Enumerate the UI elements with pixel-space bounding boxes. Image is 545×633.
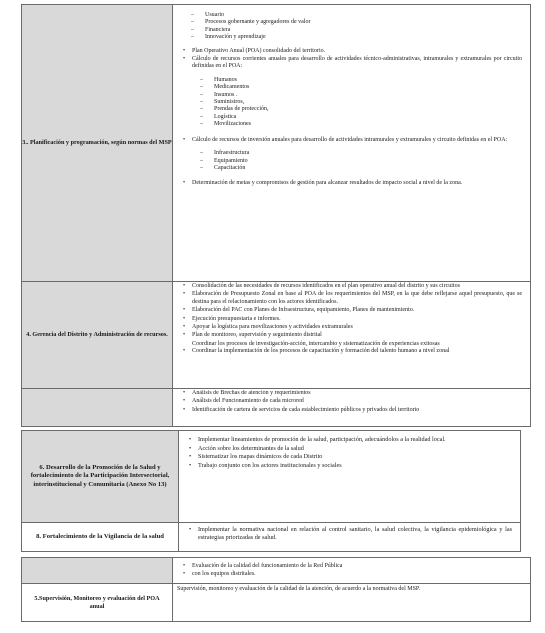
resource-list [198,77,522,129]
section-title: 3.. Planificación y programación, según normas del MSP [22,5,173,282]
list-item: • Análisis de Brechas de atención y requerimientos [183,390,522,397]
section-title: 8. Fortalecimiento de la Vigilancia de la salud [22,523,179,552]
list-item: • Implementar la normativa nacional en relación al control sanitario, la salud colectiva, la vigilancia epidemiológica y las estrategias priorizadas de salud. [189,526,512,541]
section-content: Supervisión, monitoreo y evaluación de la calidad de la atención, de acuerdo a la normativa del MSP. [173,584,531,622]
section-content [173,282,531,389]
bullet-list [183,48,522,188]
list-item [183,56,522,129]
list-item: • Implementar lineamientos de promoción de la salud, participación, adecuándolos a la realidad local. [189,436,512,444]
section-title [22,389,173,427]
dash-item: – Movilizaciones [198,121,522,128]
bullet-list [183,348,522,355]
table-row-planificacion [22,5,531,282]
objective-list [189,12,522,42]
list-item: • Determinación de metas y compromisos de gestión para alcanzar resultados de impacto social a nivel de la zona. [183,180,522,187]
dash-item: – Capacitación [198,165,522,172]
supervision-table [21,557,531,622]
table-row-analisis [22,389,531,427]
table-row-promocion [22,431,521,523]
dash-item: – Insumos . [198,92,522,99]
main-table-block [21,4,531,427]
paragraph: Coordinar los procesos de investigación-acción, intercambio y sistematización de experiencias exitosas [192,340,440,347]
dash-item: – Usuario [189,12,522,19]
bullet-list [183,563,522,579]
list-item: • Evaluación de la calidad del funcionamiento de la Red Pública [183,563,522,570]
table-row-gerencia [22,282,531,389]
list-item: • Plan de monitoreo, supervisión y seguimiento distrital [183,332,522,339]
section-content [179,431,521,523]
section-title [22,558,173,584]
section-content [179,523,521,552]
bullet-list [189,436,512,469]
list-item: • Trabajo conjunto con los actores institucionales y sociales [189,462,512,470]
list-item: • Identificación de cartera de servicios de cada establecimiento públicos y privados del territorio [183,407,522,414]
list-item [183,137,522,173]
table-row-supervision [22,584,531,622]
section-content [173,5,531,282]
dash-item: – Humanos [198,77,522,84]
list-item: • Consolidación de las necesidades de recursos identificados en el plan operativo anual del distrito y sus circuitos [183,283,522,290]
section-title: 5.Supervisión, Monitoreo y evaluación del POA anual [22,584,173,622]
list-item: • Ejecución presupuestaria e informes. [183,316,522,323]
dash-item: – Infraestructura [198,150,522,157]
section-content [173,389,531,427]
dash-item: – Prendas de protección, [198,106,522,113]
dash-item: – Medicamentos [198,84,522,91]
section-title: 4. Gerencia del Distrito y Administración de recursos. [22,282,173,389]
list-item: • Apoyar la logística para movilizaciones y actividades extramurales [183,324,522,331]
list-item: • Acción sobre los determinantes de la salud [189,445,512,453]
promotion-table [21,430,521,552]
bullet-list [183,390,522,414]
list-item: • Plan Operativo Anual (POA) consolidado del territorio. [183,48,522,55]
table-row-vigilancia [22,523,521,552]
list-item-text: Cálculo de recursos corrientes anuales para desarrollo de actividades técnico-administrativas, intramurales y extramurales por circuito definidas en el POA: [192,56,522,70]
bullet-list [189,526,512,541]
dash-item: – Equipamiento [198,158,522,165]
promotion-table-block [21,430,521,552]
dash-item: – Financiera [189,27,522,34]
dash-item: – Logística [198,114,522,121]
list-item-text: Cálculo de recursos de inversión anuales para desarrollo de actividades intramurales y extramurales y circuito definidas en el POA: [192,136,508,143]
list-item: • Análisis del Funcionamiento de cada microred [183,398,522,405]
list-item: • Elaboración de Presupuesto Zonal en base al POA de los requerimientos del MSP, en la que debe reflejarse aquel presupuesto, que se destina para el relacionamiento con los actores identificados. [183,291,522,306]
section-title: 6. Desarrollo de la Promoción de la Salud y fortalecimiento de la Participación Intersectorial, interinstitucional y Comunitaria (Anexo No 13) [22,431,179,523]
dash-item: – Procesos gobernante y agregadores de valor [189,19,522,26]
main-table [21,4,531,427]
table-row-red-publica [22,558,531,584]
list-item: • Elaboración del PAC con Planes de Infraestructura, equipamiento, Planes de mantenimiento. [183,307,522,314]
bullet-list [183,283,522,340]
dash-item: – Suministros, [198,99,522,106]
dash-item: – Innovación y aprendizaje [189,34,522,41]
list-item: • con los equipos distritales. [183,571,522,578]
list-item: • Coordinar la implementación de los procesos de capacitación y formación del talento humano a nivel zonal [183,348,522,355]
section-content [173,558,531,584]
supervision-table-block [21,557,531,622]
list-item: • Sistematizar los mapas dinámicos de cada Distrito [189,453,512,461]
investment-list [198,150,522,172]
